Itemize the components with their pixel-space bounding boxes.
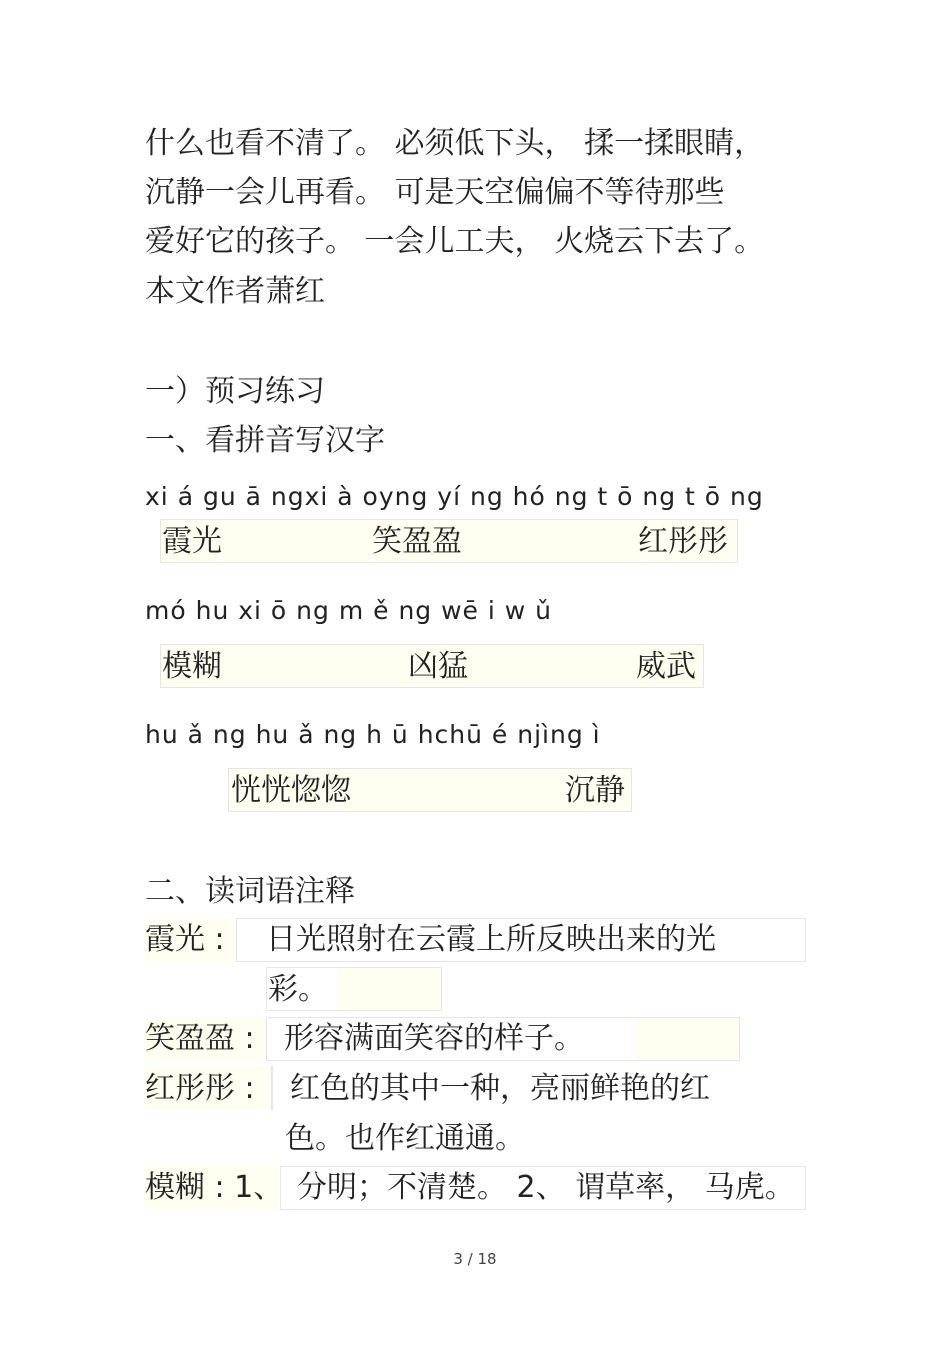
passage-line-1: 什么也看不清了。 必须低下头， 揉一揉眼睛， (145, 126, 765, 161)
word-hongtongtong: 红彤彤 (638, 524, 728, 559)
term-mohu: 模糊 : 1、 (145, 1170, 284, 1205)
passage-author-line: 本文作者萧红 (145, 274, 325, 309)
section-title: 一）预习练习 (145, 374, 325, 409)
pinyin-row-3: hu ǎ ng hu ǎ ng h ū hchū é njìng ì (145, 720, 601, 749)
term-hongtongtong: 红彤彤 : (145, 1071, 255, 1106)
def-xiaoyingying: 形容满面笑容的样子。 (284, 1021, 584, 1056)
word-weiwu: 威武 (636, 649, 696, 684)
pinyin-row-1: xi á gu ā ngxi à oyng yí ng hó ng t ō ng t ō ng (145, 482, 764, 511)
passage-line-2: 沉静一会儿再看。 可是天空偏偏不等待那些 (145, 175, 725, 210)
word-xiaoyingying: 笑盈盈 (372, 524, 462, 559)
def-hongtongtong-line-2: 色。也作红通通。 (285, 1121, 525, 1156)
term-divider-3 (271, 1066, 273, 1110)
word-huanghuanghuhu: 恍恍惚惚 (231, 773, 351, 808)
def-box-2-fill (636, 1018, 739, 1060)
def-xiaguang-line-2: 彩。 (268, 972, 328, 1007)
word-xiaguang: 霞光 (162, 524, 222, 559)
pinyin-row-2: mó hu xi ō ng m ě ng wē i w ǔ (145, 596, 553, 625)
page-number: 3 / 18 (453, 1250, 497, 1268)
exercise-1-title: 一、看拼音写汉字 (145, 423, 385, 458)
passage-line-3: 爱好它的孩子。 一会儿工夫， 火烧云下去了。 (145, 224, 765, 259)
word-xiongmeng: 凶猛 (408, 649, 468, 684)
def-hongtongtong-line-1: 红色的其中一种，亮丽鲜艳的红 (290, 1071, 710, 1106)
exercise-2-title: 二、读词语注释 (145, 874, 355, 909)
word-chenjing: 沉静 (565, 773, 625, 808)
term-xiaguang: 霞光 : (145, 922, 225, 957)
word-mohu: 模糊 (162, 649, 222, 684)
term-xiaoyingying: 笑盈盈 : (145, 1021, 255, 1056)
def-xiaguang-line-1: 日光照射在云霞上所反映出来的光 (266, 922, 716, 957)
def-box-1b-fill (338, 968, 441, 1010)
def-mohu: 分明；不清楚。 2、 谓草率， 马虎。 (297, 1170, 795, 1205)
